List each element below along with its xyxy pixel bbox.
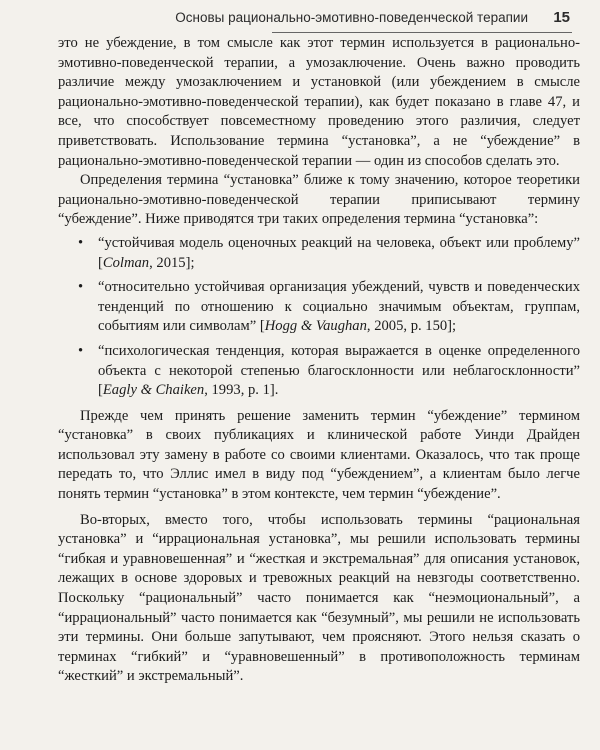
paragraph-1: это не убеждение, в том смысле как этот термин используется в рационально-эмотивно-поведенческой терапии, а умозаключение. Очень важно проводить различие между умозаключением и установкой (или убеждением в смысле рационально-эмотивно-поведенческой терапии), как будет показано в главе 47, и все, что способствует повсеместному проведению этого различия, следует приветствовать. Использование термина “установка”, а не “убеждение” в рационально-эмотивно-поведенческой терапии — один из способов сделать это. bbox=[58, 35, 580, 169]
definition-2-author: Hogg & Vaughan bbox=[264, 318, 367, 335]
definition-item-2 bbox=[78, 278, 580, 337]
bullet-1: • bbox=[78, 234, 84, 251]
bullet-3: • bbox=[78, 342, 84, 359]
definition-item-3 bbox=[78, 342, 580, 401]
definition-3-author: Eagly & Chaiken bbox=[102, 382, 205, 399]
definition-item-1 bbox=[78, 234, 580, 273]
paragraph-4: Во-вторых, вместо того, чтобы использовать термины “рациональная установка” и “иррациональная установка”, мы решили использовать термины “гибкая и уравновешенная” и “жесткая и экстремальная” для описания установок, лежащих в основе здоровых и тревожных реакций на невзгоды соответственно. Поскольку “рациональный” часто понимается как “неэмоциональный”, а “иррациональный” часто понимается как “безумный”, мы решили не использовать эти термины. Они больше запутывают, чем проясняют. Этого нельзя сказать о терминах “гибкий” и “уравновешенный” в противоположность терминам “жесткий” и экстремальный”. bbox=[58, 511, 580, 685]
definition-1-cite: , 2015]; bbox=[149, 254, 195, 271]
definition-3-cite: , 1993, p. 1]. bbox=[204, 382, 279, 399]
page-header bbox=[0, 6, 600, 36]
bullet-2: • bbox=[78, 279, 84, 296]
header-rule bbox=[272, 32, 572, 33]
definition-1-author: Colman bbox=[102, 254, 150, 271]
definition-1-text: “устойчивая модель оценочных реакций на человека, объект или проблему” [ bbox=[98, 234, 580, 271]
paragraph-3: Прежде чем принять решение заменить термин “убеждение” термином “установка” в своих публикациях и клинической работе Уинди Драйден использовал эту замену в работе со своими клиентами. Оказалось, что так проще передать то, что Эллис имел в виду под “убеждением”, а клиентам было легче понять термин “установка” в этом контексте, чем термин “убеждение”. bbox=[58, 407, 580, 503]
running-head: Основы рационально-эмотивно-поведенческой терапии bbox=[175, 10, 528, 25]
page-number: 15 bbox=[553, 9, 570, 26]
page-body bbox=[58, 34, 580, 687]
definitions-list bbox=[58, 234, 580, 401]
paragraph-2: Определения термина “установка” ближе к тому значению, которое теоретики рационально-эмотивно-поведенческой терапии приписывают термину “убеждение”. Ниже приводятся три таких определения термина “установка”: bbox=[58, 172, 580, 228]
definition-2-cite: , 2005, p. 150]; bbox=[366, 318, 457, 335]
definition-3-text: “психологическая тенденция, которая выражается в оценке определенного объекта с некоторой степенью благосклонности или неблагосклонности” [ bbox=[98, 342, 580, 399]
definition-2-text: “относительно устойчивая организация убеждений, чувств и поведенческих тенденций по отношению к социально значимым объектам, группам, событиям или символам” [ bbox=[98, 279, 580, 335]
